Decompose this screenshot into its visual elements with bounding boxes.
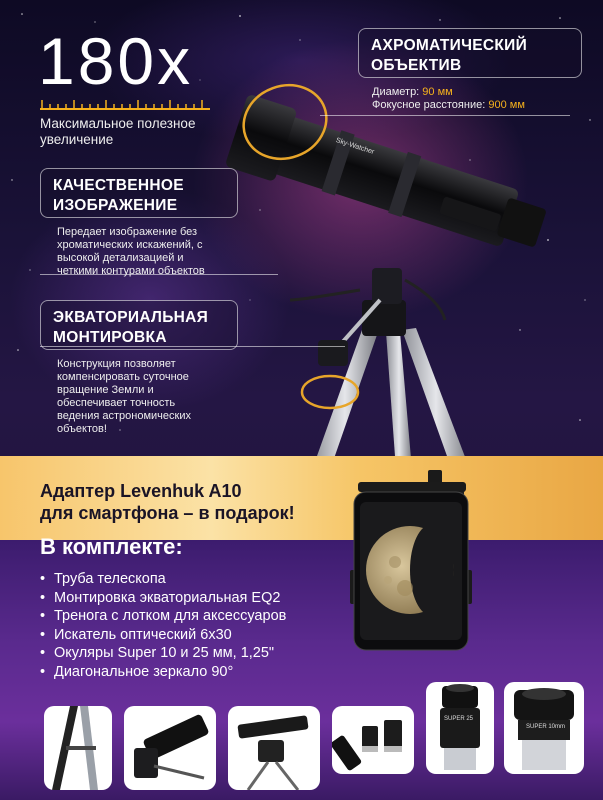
quality-title: КАЧЕСТВЕННОЕ ИЗОБРАЖЕНИЕ <box>53 177 184 214</box>
finder-thumbnail <box>228 706 320 790</box>
finder-scope-icon <box>228 706 320 790</box>
focal-spec <box>372 99 592 112</box>
mount-title: ЭКВАТОРИАЛЬНАЯ МОНТИРОВКА <box>53 309 209 346</box>
kit-title: В комплекте: <box>40 534 183 559</box>
quality-callout <box>40 168 238 218</box>
eyepiece-icon <box>426 682 494 774</box>
smartphone-adapter-illustration <box>350 470 520 660</box>
diameter-spec <box>372 86 592 99</box>
eyepiece-10-label: SUPER 10mm <box>526 724 566 730</box>
tripod-thumbnail <box>44 706 112 790</box>
eyepiece-10-thumbnail <box>504 682 584 774</box>
kit-item: • Монтировка экваториальная EQ2 <box>40 589 286 608</box>
kit-item: • Окуляры Super 10 и 25 мм, 1,25" <box>40 644 286 663</box>
objective-specs <box>372 86 592 112</box>
accessory-thumbnails <box>44 700 584 790</box>
diameter-label: Диаметр: <box>372 86 423 98</box>
diagonal-mirror-icon <box>332 706 414 774</box>
objective-callout <box>358 28 582 78</box>
kit-list <box>40 570 286 681</box>
quality-description: Передает изображение без хроматических искажений, с высокой детализацией и четкими контурами объектов <box>57 226 205 277</box>
diameter-value: 90 мм <box>422 86 453 98</box>
tripod-icon <box>44 706 112 790</box>
eyepiece-25-thumbnail <box>426 682 494 774</box>
eyepiece-25-label: SUPER 25 <box>444 716 474 722</box>
mount-thumbnail <box>124 706 216 790</box>
gift-title: Адаптер Levenhuk A10 <box>40 481 242 501</box>
focal-value: 900 мм <box>488 99 525 111</box>
magnification-caption: Максимальное полезное увеличение <box>40 116 196 147</box>
eq-mount-icon <box>124 706 216 790</box>
objective-connector <box>320 115 570 116</box>
kit-item: • Искатель оптический 6x30 <box>40 626 286 645</box>
tube-brand-label: Sky-Watcher <box>334 137 375 156</box>
ruler-scale-icon <box>40 96 210 110</box>
mount-connector <box>40 346 345 347</box>
mount-callout <box>40 300 238 350</box>
objective-title: АХРОМАТИЧЕСКИЙ ОБЪЕКТИВ <box>371 37 528 74</box>
diagonal-thumbnail <box>332 706 414 774</box>
magnification-value: 180x <box>38 24 194 98</box>
mount-description: Конструкция позволяет компенсировать суточное вращение Земли и обеспечивает точность ведения астрономических объектов! <box>57 358 191 435</box>
kit-item: • Труба телескопа <box>40 570 286 589</box>
focal-label: Фокусное расстояние: <box>372 99 489 111</box>
kit-item: • Тренога с лотком для аксессуаров <box>40 607 286 626</box>
gift-subtitle: для смартфона – в подарок! <box>40 503 295 523</box>
kit-item: • Диагональное зеркало 90° <box>40 663 286 682</box>
